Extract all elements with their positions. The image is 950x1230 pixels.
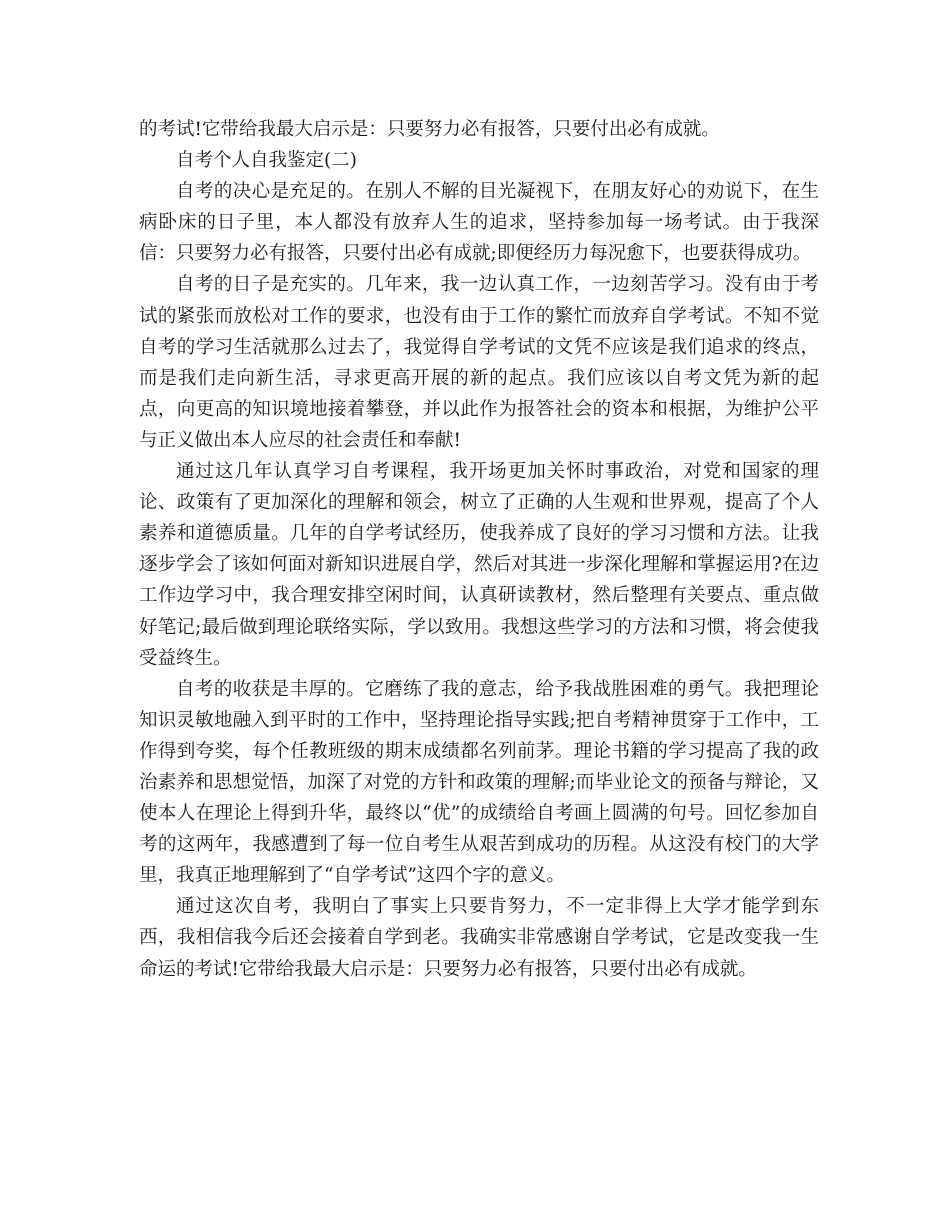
paragraph-determination: 自考的决心是充足的。在别人不解的目光凝视下，在朋友好心的劝说下，在生病卧床的日子里，本人都没有放弃人生的追求，坚持参加每一场考试。由于我深信：只要努力必有报答，只要付出必有成就;即便经历力每况愈下，也要获得成功。 — [139, 181, 819, 265]
paragraph-conclusion: 通过这次自考，我明白了事实上只要肯努力，不一定非得上大学才能学到东西，我相信我今后还会接着自学到老。我确实非常感谢自学考试，它是改变我一生命运的考试!它带给我最大启示是：只要努力必有报答，只要付出必有成就。 — [139, 896, 819, 980]
lead-fragment: 的考试!它带给我最大启示是：只要努力必有报答，只要付出必有成就。 — [139, 119, 720, 140]
paragraph-harvest: 自考的收获是丰厚的。它磨练了我的意志，给予我战胜困难的勇气。我把理论知识灵敏地融入到平时的工作中，坚持理论指导实践;把自考精神贯穿于工作中，工作得到夸奖，每个任教班级的期末成绩都名列前茅。理论书籍的学习提高了我的政治素养和思想觉悟，加深了对党的方针和政策的理解;而毕业论文的预备与辩论，又使本人在理论上得到升华，最终以“优”的成绩给自考画上圆满的句号。回忆参加自考的这两年，我感遭到了每一位自考生从艰苦到成功的历程。从这没有校门的大学里，我真正地理解到了“自学考试”这四个字的意义。 — [139, 678, 819, 887]
document-page — [139, 114, 819, 985]
paragraph-fulfilling-days: 自考的日子是充实的。几年来，我一边认真工作，一边刻苦学习。没有由于考试的紧张而放松对工作的要求，也没有由于工作的繁忙而放弃自学考试。不知不觉自考的学习生活就那么过去了，我觉得自学考试的文凭不应该是我们追求的终点，而是我们走向新生活，寻求更高开展的新的起点。我们应该以自考文凭为新的起点，向更高的知识境地接着攀登，并以此作为报答社会的资本和根据，为维护公平与正义做出本人应尽的社会责任和奉献! — [139, 274, 819, 451]
section-heading: 自考个人自我鉴定(二) — [176, 150, 357, 172]
paragraph-study-habits: 通过这几年认真学习自考课程，我开场更加关怀时事政治，对党和国家的理论、政策有了更加深化的理解和领会，树立了正确的人生观和世界观，提高了个人素养和道德质量。几年的自学考试经历，使我养成了良好的学习习惯和方法。让我逐步学会了该如何面对新知识进展自学，然后对其进一步深化理解和掌握运用?在边工作边学习中，我合理安排空闲时间，认真研读教材，然后整理有关要点、重点做好笔记;最后做到理论联络实际，学以致用。我想这些学习的方法和习惯，将会使我受益终生。 — [139, 461, 819, 669]
